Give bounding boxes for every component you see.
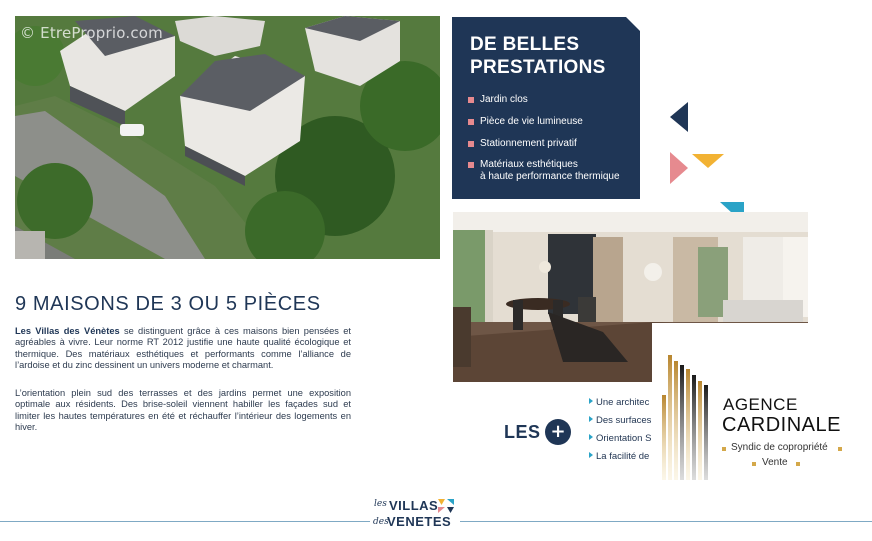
- footer-logo-triangles-icon: [438, 499, 454, 513]
- les-plus-item: Des surfaces: [589, 415, 654, 427]
- teal-triangle-bullet-icon: [589, 434, 593, 440]
- agency-subtitle-line1: Syndic de copropriété: [731, 442, 828, 453]
- prestations-title-line2: PRESTATIONS: [470, 57, 606, 78]
- decorative-triangles-icon: [660, 98, 760, 228]
- watermark-text: © EtreProprio.com: [20, 24, 163, 42]
- prestation-item: Matériaux esthétiques: [468, 159, 578, 171]
- prestations-title-line1: DE BELLES: [470, 34, 580, 55]
- teal-triangle-bullet-icon: [589, 416, 593, 422]
- teal-triangle-bullet-icon: [589, 398, 593, 404]
- footer-logo-les: les: [374, 499, 387, 509]
- les-plus-label: LES: [504, 422, 541, 442]
- plus-circle-icon: +: [545, 419, 571, 445]
- prestations-box-corner: [626, 17, 640, 31]
- footer-divider-right: [460, 521, 872, 522]
- gold-square-icon: [752, 462, 756, 466]
- gold-square-icon: [838, 447, 842, 451]
- pink-square-bullet-icon: [468, 119, 474, 125]
- les-plus-item: La facilité de: [589, 451, 654, 463]
- pink-square-bullet-icon: [468, 97, 474, 103]
- prestation-item: Pièce de vie lumineuse: [468, 116, 583, 128]
- pink-square-bullet-icon: [468, 141, 474, 147]
- agency-building-logo-icon: [660, 355, 718, 480]
- footer-logo-des: des: [373, 517, 389, 527]
- project-name: Les Villas des Vénètes: [15, 326, 120, 336]
- prestation-item: Stationnement privatif: [468, 138, 577, 150]
- description-paragraph-1: Les Villas des Vénètes se distinguent grâce à ces maisons bien pensées et agréables à vivre. Leur norme RT 2012 justifie une haute qualité écologique et thermique. Des matériaux esthétiques et performants comme l’alliance de l’ardoise et du zinc dessinent un univers moderne et charmant.: [15, 326, 351, 371]
- footer-divider-left: [0, 521, 370, 522]
- aerial-view-image: [15, 16, 440, 259]
- les-plus-item: Orientation S: [589, 433, 654, 445]
- teal-triangle-bullet-icon: [589, 452, 593, 458]
- pink-square-bullet-icon: [468, 162, 474, 168]
- description-paragraph-2: L’orientation plein sud des terrasses et des jardins permet une exposition optimale aux résidents. Des brise-soleil viennent habiller les façades sud et limiter les hautes températures en été et réchauffer l’intérieur des logements en hiver.: [15, 388, 351, 433]
- footer-logo-venetes: VENETES: [387, 514, 452, 529]
- agency-name-line2: CARDINALE: [722, 414, 841, 436]
- prestations-title: [470, 33, 635, 79]
- prestation-item: Jardin clos: [468, 94, 528, 106]
- gold-square-icon: [796, 462, 800, 466]
- agency-subtitle-line2: Vente: [762, 457, 788, 468]
- gold-square-icon: [722, 447, 726, 451]
- prestation-item-continuation: à haute performance thermique: [480, 171, 620, 182]
- section-heading: 9 MAISONS DE 3 OU 5 PIÈCES: [15, 293, 321, 315]
- les-plus-item: Une architec: [589, 397, 654, 409]
- footer-logo-villas: VILLAS: [389, 498, 439, 513]
- agency-name-line1: AGENCE: [723, 395, 798, 414]
